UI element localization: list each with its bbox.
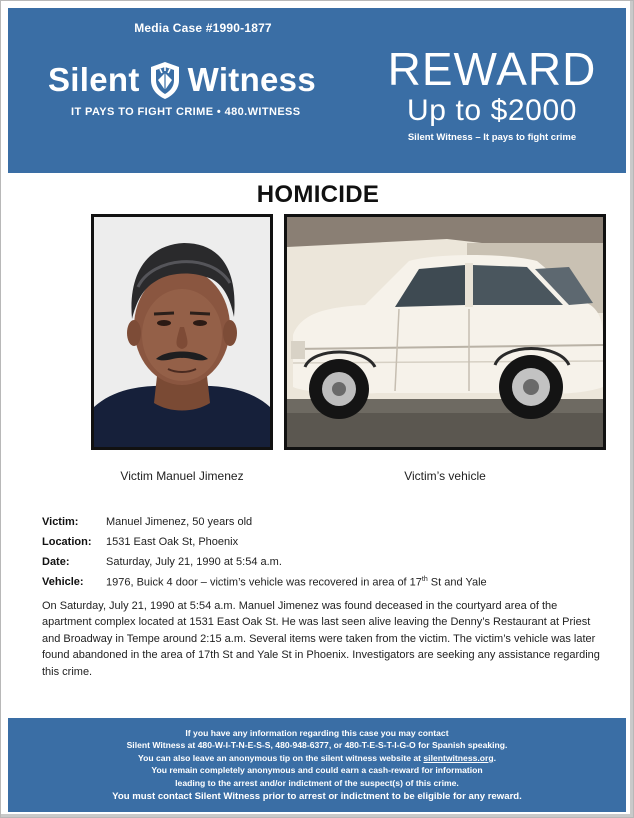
- footer-banner: [8, 718, 626, 812]
- case-details: [42, 512, 602, 592]
- media-case-number: Media Case #1990-1877: [134, 21, 272, 35]
- detail-label: Victim:: [42, 516, 79, 528]
- logo-name-right: Witness: [187, 61, 316, 98]
- footer-line-1: If you have any information regarding this case you may contact: [185, 728, 449, 738]
- detail-value: Saturday, July 21, 1990 at 5:54 a.m.: [106, 556, 282, 568]
- detail-row-victim: [42, 512, 602, 532]
- detail-label: Vehicle:: [42, 576, 84, 588]
- header-banner: [8, 8, 626, 173]
- footer-line-3: [8, 752, 626, 764]
- vehicle-text-end: St and Yale: [427, 576, 487, 589]
- vehicle-photo: [284, 214, 606, 450]
- silentwitness-website-link[interactable]: silentwitness.org: [423, 752, 494, 763]
- detail-label: Date:: [42, 556, 70, 568]
- logo-tagline: IT PAYS TO FIGHT CRIME • 480.WITNESS: [71, 106, 301, 118]
- vehicle-text-start: 1976, Buick 4 door – victim’s vehicle was recovered in area of 17: [106, 576, 422, 589]
- victim-photo: [91, 214, 273, 450]
- detail-label: Location:: [42, 536, 92, 548]
- footer-line-6: You must contact Silent Witness prior to arrest or indictment to be eligible for any reward.: [112, 791, 522, 803]
- vehicle-photo-caption: Victim’s vehicle: [404, 469, 486, 483]
- ordinal-suffix: th: [421, 575, 428, 583]
- case-title: HOMICIDE: [256, 181, 380, 208]
- case-narrative: On Saturday, July 21, 1990 at 5:54 a.m. Manuel Jimenez was found deceased in the courtyard area of the apartment complex located at 1531 East Oak St. He was last seen alive leaving the Denny’s Restaurant at Priest and Broadway in Tempe around 2:15 a.m. Several items were taken from the victim. The victim’s vehicle was later found abandoned in the area of 17th St and Yale St in Phoenix. Investigators are seeking any assistance regarding this crime.: [42, 600, 600, 678]
- footer-line-2: Silent Witness at 480-W-I-T-N-E-S-S, 480-948-6377, or 480-T-E-S-T-I-G-O for Spanish speaking.: [126, 740, 508, 751]
- reward-block: [372, 44, 612, 143]
- footer-line-3-text: You can also leave an anonymous tip on the silent witness website at: [137, 752, 424, 763]
- detail-value: Manuel Jimenez, 50 years old: [106, 516, 253, 528]
- footer-line-4: You remain completely anonymous and could earn a cash-reward for information: [151, 765, 483, 776]
- victim-photo-caption: Victim Manuel Jimenez: [120, 469, 244, 483]
- reward-subtitle: Silent Witness – It pays to fight crime: [407, 132, 577, 143]
- logo-title: [48, 58, 316, 102]
- footer-line-3-end: .: [493, 752, 496, 763]
- footer-line-5: leading to the arrest and/or indictment of the suspect(s) of this crime.: [175, 777, 459, 788]
- reward-title: REWARD: [387, 43, 597, 95]
- detail-row-location: [42, 532, 602, 552]
- detail-value: 1531 East Oak St, Phoenix: [106, 536, 239, 548]
- detail-row-vehicle: [42, 572, 602, 592]
- shield-icon: [148, 60, 182, 100]
- silent-witness-logo: [48, 58, 348, 128]
- detail-row-date: [42, 552, 602, 572]
- detail-value: [106, 576, 487, 589]
- reward-amount: Up to $2000: [406, 94, 578, 127]
- logo-name-left: Silent: [48, 61, 140, 98]
